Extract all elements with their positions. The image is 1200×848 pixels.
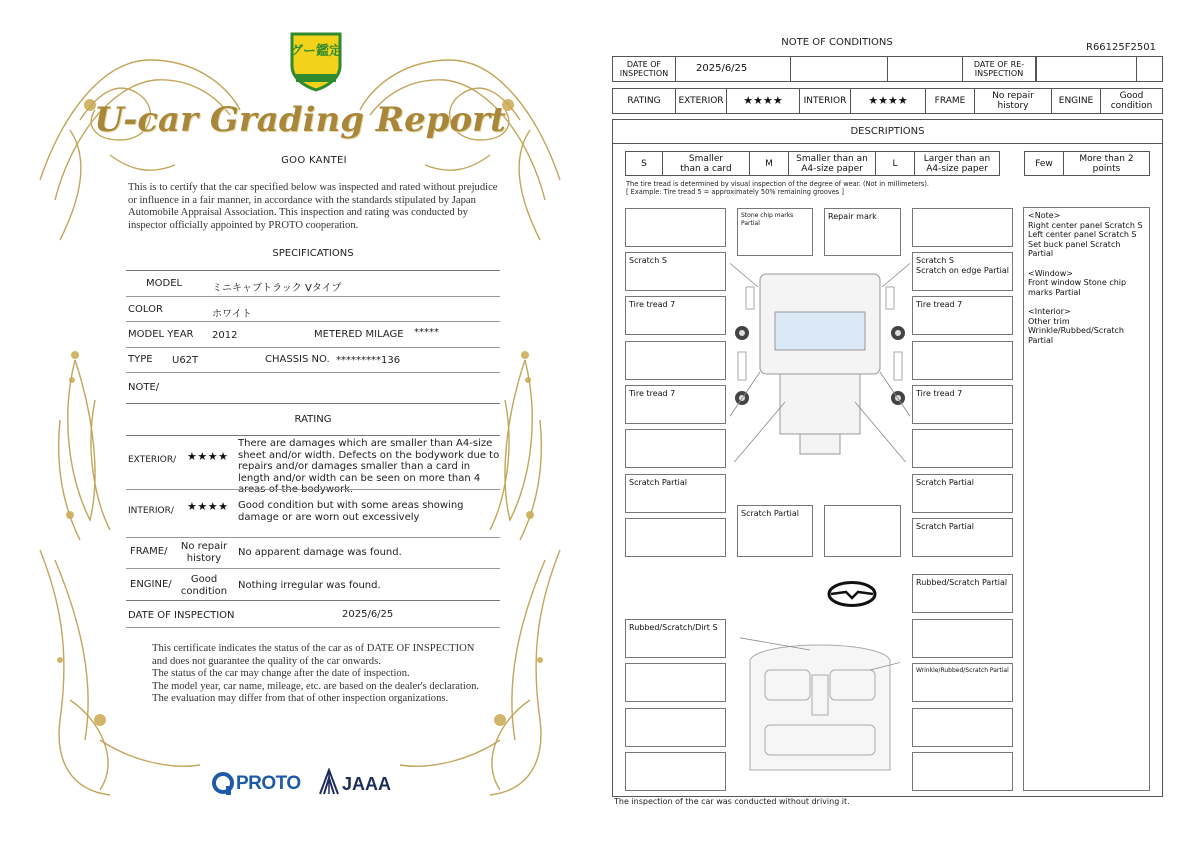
- notes-panel: [1023, 207, 1150, 791]
- sheet-footer-note: The inspection of the car was conducted without driving it.: [614, 797, 850, 806]
- exterior-description: There are damages which are smaller than A4-size sheet and/or width. Defects on the bodywork due to repairs and/or damages smaller than a card in length and/or width can be seen on more than 4 areas of the bodywork.: [238, 438, 500, 496]
- date-value-cell: 2025/6/25: [675, 56, 791, 82]
- descriptions-heading: DESCRIPTIONS: [612, 119, 1163, 144]
- damage-box-left-2: Scratch S: [625, 252, 726, 291]
- mileage-value: *****: [414, 327, 439, 338]
- divider: [126, 435, 500, 436]
- legend-few-desc: More than 2 points: [1063, 151, 1150, 176]
- reference-number: R66125F2501: [1086, 42, 1156, 53]
- color-label: COLOR: [128, 304, 163, 315]
- reinspection-label-cell: DATE OF RE-INSPECTION: [962, 56, 1036, 82]
- certificate-disclaimer: This certificate indicates the status of the car as of DATE OF INSPECTION and does not guarantee the quality of the car onwards. The status of the car may change after the date of inspection. The model year, car name, mileage, etc. are based on the dealer's declaration. The evaluation may differ from that of other inspection organizations.: [152, 643, 480, 705]
- mileage-label: METERED MILAGE: [314, 329, 404, 340]
- sheet-title: NOTE OF CONDITIONS: [781, 37, 893, 48]
- engine-label-cell: ENGINE: [1051, 88, 1101, 114]
- model-year-value: 2012: [212, 330, 238, 341]
- divider: [126, 270, 500, 271]
- divider: [126, 321, 500, 322]
- frame-value: No repair history: [180, 541, 228, 564]
- divider: [126, 537, 500, 538]
- interior-label: INTERIOR/: [128, 506, 174, 516]
- interior-diagram: [740, 630, 900, 780]
- damage-box-top-left: Stone chip marks Partial: [737, 208, 813, 256]
- damage-box-right-12: [912, 708, 1013, 747]
- damage-box-right-8: Scratch Partial: [912, 518, 1013, 557]
- damage-box-bottom-right: [824, 505, 901, 557]
- damage-box-left-4: [625, 341, 726, 380]
- damage-box-right-2: Scratch S Scratch on edge Partial: [912, 252, 1013, 291]
- damage-box-top-right: Repair mark: [824, 208, 901, 256]
- divider: [126, 489, 500, 490]
- empty-cell: [887, 56, 963, 82]
- damage-box-left-5: Tire tread 7: [625, 385, 726, 424]
- type-label: TYPE: [128, 354, 153, 365]
- note-of-conditions-sheet: [600, 0, 1200, 848]
- damage-box-left-10: Rubbed/Scratch/Dirt S: [625, 619, 726, 658]
- interior-description: Good condition but with some areas showing damage or are worn out excessively: [238, 500, 464, 523]
- model-value: ミニキャブトラック Vタイプ: [212, 283, 342, 294]
- legend-m: M: [749, 151, 789, 176]
- damage-box-right-6: [912, 429, 1013, 468]
- legend-few: Few: [1024, 151, 1064, 176]
- divider: [126, 372, 500, 373]
- empty-cell: [790, 56, 888, 82]
- damage-box-right-5: Tire tread 7: [912, 385, 1013, 424]
- divider: [126, 403, 500, 404]
- inspection-date-label: DATE OF INSPECTION: [128, 610, 235, 621]
- exterior-stars: ★★★★: [187, 450, 229, 463]
- report-title: U-car Grading Report: [94, 100, 506, 140]
- chassis-label: CHASSIS NO.: [265, 354, 330, 365]
- proto-logo: PROTO: [212, 770, 312, 798]
- date-label-cell: DATE OF INSPECTION: [612, 56, 676, 82]
- type-value: U62T: [172, 355, 199, 366]
- color-value: ホワイト: [212, 309, 252, 320]
- inspection-date-value: 2025/6/25: [342, 609, 394, 620]
- exterior-label: EXTERIOR/: [128, 455, 177, 465]
- divider: [1036, 56, 1037, 82]
- interior-label-cell: INTERIOR: [799, 88, 851, 114]
- interior-stars: ★★★★: [187, 500, 229, 513]
- divider: [126, 568, 500, 569]
- damage-box-left-3: Tire tread 7: [625, 296, 726, 335]
- model-label: MODEL: [146, 278, 183, 289]
- damage-box-right-10: [912, 619, 1013, 658]
- frame-value-cell: No repair history: [974, 88, 1052, 114]
- truck-top-view-diagram: [730, 262, 910, 462]
- jaaa-logo: JAAA: [318, 768, 398, 798]
- damage-box-left-8: [625, 518, 726, 557]
- damage-box-left-7: Scratch Partial: [625, 474, 726, 513]
- damage-box-right-3: Tire tread 7: [912, 296, 1013, 335]
- damage-box-left-13: [625, 752, 726, 791]
- report-subtitle: GOO KANTEI: [281, 155, 347, 166]
- legend-l-desc: Larger than an A4-size paper: [914, 151, 1000, 176]
- damage-box-left-11: [625, 663, 726, 702]
- empty-cell: [1036, 56, 1163, 82]
- damage-box-right-4: [912, 341, 1013, 380]
- exterior-stars-cell: ★★★★: [726, 88, 800, 114]
- legend-m-desc: Smaller than an A4-size paper: [788, 151, 876, 176]
- legend-s-desc: Smaller than a card: [662, 151, 750, 176]
- engine-label: ENGINE/: [130, 579, 172, 590]
- damage-box-bottom-left: Scratch Partial: [737, 505, 813, 557]
- damage-box-left-1: [625, 208, 726, 247]
- damage-box-left-6: [625, 429, 726, 468]
- goo-kantei-logo: [286, 30, 346, 92]
- frame-label-cell: FRAME: [925, 88, 975, 114]
- notes-text: <Note> Right center panel Scratch S Left center panel Scratch S Set buck panel Scratch Partial <Window> Front window Stone chip marks Partial <Interior> Other trim Wrinkle/Rubbed/Scratch Partial: [1028, 211, 1143, 345]
- legend-s: S: [625, 151, 663, 176]
- damage-box-right-9: Rubbed/Scratch Partial: [912, 574, 1013, 613]
- engine-value: Good condition: [180, 574, 228, 597]
- engine-description: Nothing irregular was found.: [238, 580, 381, 591]
- engine-value-cell: Good condition: [1100, 88, 1163, 114]
- exterior-label-cell: EXTERIOR: [675, 88, 727, 114]
- note-label: NOTE/: [128, 382, 160, 393]
- specifications-heading: SPECIFICATIONS: [272, 248, 354, 259]
- damage-box-right-11: Wrinkle/Rubbed/Scratch Partial: [912, 663, 1013, 702]
- interior-stars-cell: ★★★★: [850, 88, 926, 114]
- frame-label: FRAME/: [130, 546, 168, 557]
- legend-l: L: [875, 151, 915, 176]
- damage-box-right-7: Scratch Partial: [912, 474, 1013, 513]
- rating-label-cell: RATING: [612, 88, 676, 114]
- tire-tread-note: The tire tread is determined by visual inspection of the degree of wear. (Not in millimeters). [ Example: Tire tread 5 = approximately 50% remaining grooves ]: [626, 180, 930, 197]
- chassis-value: *********136: [336, 355, 401, 366]
- rating-heading: RATING: [294, 414, 332, 425]
- logo-text: グー鑑定: [289, 44, 342, 59]
- divider: [126, 296, 500, 297]
- damage-box-right-13: [912, 752, 1013, 791]
- divider: [126, 627, 500, 628]
- model-year-label: MODEL YEAR: [128, 329, 194, 340]
- steering-wheel-icon: [826, 580, 878, 608]
- certificate-intro: This is to certify that the car specified below was inspected and rated without prejudice or influence in a fair manner, in accordance with the standards stipulated by Japan Automobile Appraisal Association. This inspection and rating was conducted by inspector officially appointed by PROTO cooperation.: [128, 182, 498, 231]
- frame-description: No apparent damage was found.: [238, 547, 402, 558]
- damage-box-left-12: [625, 708, 726, 747]
- damage-box-right-1: [912, 208, 1013, 247]
- divider: [126, 600, 500, 601]
- divider: [126, 347, 500, 348]
